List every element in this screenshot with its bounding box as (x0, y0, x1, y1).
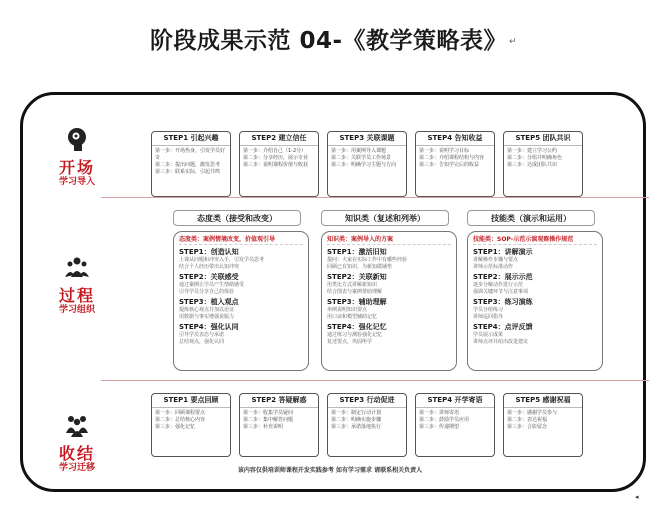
opening-step-1-header: STEP1 引起兴趣 (152, 132, 230, 146)
closing-step-1-header: STEP1 要点回顾 (152, 394, 230, 408)
stage-opening-name: 开场 (58, 158, 95, 177)
panel-line: 结合个人经历带出认知冲突 (179, 263, 240, 270)
step-line: 第二步：关联学员工作场景 (331, 155, 392, 161)
panel-line: 上课从问题和冲突入手，引发学员思考 (179, 257, 265, 263)
closing-step-4 (415, 393, 495, 457)
step-line: 第一步：用案例导入课题 (331, 148, 387, 154)
team-icon (65, 413, 89, 437)
panel-skill (467, 231, 603, 371)
step-line: 第二步：总结核心内容 (155, 417, 206, 423)
opening-step-2-body (240, 146, 318, 171)
category-skill: 技能类（演示和运用） (467, 210, 595, 226)
page-title (0, 22, 667, 55)
closing-step-5 (503, 393, 583, 457)
closing-step-3-body (328, 408, 406, 433)
footer-note: 该内容仅供培训师课程开发实践参考 如有学习需求 请联系相关负责人 (237, 467, 423, 474)
step-line: 第二步：集中解答问题 (243, 417, 294, 423)
panel-step-title: STEP2：关联感受 (179, 273, 239, 281)
stage-closing-sub: 学习迁移 (58, 463, 95, 473)
closing-step-1 (151, 393, 231, 457)
divider-bottom (101, 380, 649, 381)
panel-line: 复述要点，巩固所学 (327, 338, 373, 345)
step-line: 第二步：介绍课程结构与内容 (419, 155, 485, 161)
step-line: 第二步：表达祝福 (507, 417, 548, 423)
panel-attitude (173, 231, 309, 371)
panel-line: 提问：大家在实际工作中有哪些经验 (327, 257, 408, 263)
step-line: 第三步：合影留念 (507, 424, 548, 430)
panel-step-title: STEP3：练习演练 (473, 298, 533, 306)
stage-closing-name: 收结 (58, 444, 95, 463)
panel-step-title: STEP4：强化记忆 (327, 323, 387, 331)
opening-step-4-body (416, 146, 494, 171)
strategy-table-frame (20, 92, 646, 492)
closing-step-4-body (416, 408, 494, 433)
panel-line: 强调关键环节与注意事项 (473, 288, 529, 295)
step-line: 第三步：联系实际，引起共鸣 (155, 169, 221, 175)
panel-knowledge (321, 231, 457, 371)
panel-attitude-header: 态度类：案例情境改变，价值观引导 (179, 235, 303, 245)
stage-opening (27, 127, 127, 188)
step-line: 第二步：分组并明确角色 (507, 155, 563, 161)
opening-step-1-body (152, 146, 230, 178)
closing-step-3 (327, 393, 407, 457)
panel-line: 用口诀和模型辅助记忆 (327, 313, 378, 320)
step-line: 第一步：讲师寄语 (419, 410, 460, 416)
panel-line: 讲解操作步骤与要点 (473, 257, 519, 263)
opening-step-2-header: STEP2 建立信任 (240, 132, 318, 146)
step-line: 第一步：开场热身，引发学员好奇 (155, 148, 226, 161)
panel-line: 结合图表与案例帮助理解 (327, 288, 383, 295)
category-knowledge: 知识类（复述和列举） (321, 210, 449, 226)
panel-line: 引导学员表态与承诺 (179, 332, 225, 338)
panel-step-title: STEP1：创造认知 (179, 248, 239, 256)
panel-step-title: STEP1：讲解演示 (473, 248, 533, 256)
panel-line: 通过练习与测验强化记忆 (327, 332, 383, 338)
panel-step-title: STEP2：关联新知 (327, 273, 387, 281)
step-line: 第三步：承诺落地执行 (331, 424, 382, 430)
return-mark: ↵ (509, 36, 518, 47)
panel-line: 逐步分解动作进行示范 (473, 282, 524, 288)
step-line: 第一步：制定行动计划 (331, 410, 382, 416)
closing-step-2-header: STEP2 答疑解惑 (240, 394, 318, 408)
opening-step-5 (503, 131, 583, 197)
step-line: 第二步：分享经历，展示专业 (243, 155, 309, 161)
divider-top (101, 197, 649, 198)
panel-line: 讲师点评并给出改进建议 (473, 338, 529, 345)
closing-step-5-header: STEP5 感谢祝福 (504, 394, 582, 408)
step-line: 第三步：强化记忆 (155, 424, 196, 430)
closing-step-2-body (240, 408, 318, 433)
opening-step-5-body (504, 146, 582, 171)
step-line: 第三步：传递期望 (419, 424, 460, 430)
panel-line: 引导学员分享自己的体验 (179, 288, 235, 295)
title-text: 阶段成果示范 04-《教学策略表》 (149, 28, 507, 54)
step-line: 第一步：收集学员疑问 (243, 410, 294, 416)
panel-line: 通过案例让学员产生情绪感受 (179, 282, 245, 288)
opening-step-3-header: STEP3 关联课题 (328, 132, 406, 146)
step-line: 第三步：明确学习主题与方向 (331, 162, 397, 168)
opening-step-3-body (328, 146, 406, 171)
panel-line: 讲师示范标准动作 (473, 263, 514, 270)
closing-step-1-body (152, 408, 230, 433)
step-line: 第一步：建立学习公约 (507, 148, 558, 154)
closing-step-5-body (504, 408, 582, 433)
corner-mark: ◂ (635, 493, 639, 501)
closing-step-2 (239, 393, 319, 457)
panel-line: 回顾已有知识，为新知做铺垫 (327, 263, 393, 270)
panel-line: 用数据与事实增强说服力 (179, 313, 235, 320)
panel-step-title: STEP1：激活旧知 (327, 248, 387, 256)
panel-line: 学员分组练习 (473, 307, 504, 313)
panel-line: 总结观点，强化认同 (179, 338, 225, 345)
closing-step-3-header: STEP3 行动促进 (328, 394, 406, 408)
panel-line: 学员展示成果 (473, 332, 504, 338)
panel-step-title: STEP4：点评反馈 (473, 323, 533, 331)
step-line: 第一步：感谢学员参与 (507, 410, 558, 416)
step-line: 第二步：提出问题，激发思考 (155, 162, 221, 168)
step-line: 第一步：介绍自己（1-2分） (243, 148, 307, 154)
opening-step-4-header: STEP4 告知收益 (416, 132, 494, 146)
opening-step-3 (327, 131, 407, 197)
stage-opening-sub: 学习导入 (58, 177, 95, 187)
panel-step-title: STEP3：辅助理解 (327, 298, 387, 306)
step-line: 第一步：回顾课程要点 (155, 410, 206, 416)
step-line: 第三步：补充说明 (243, 424, 284, 430)
step-line: 第三步：说明课程价值与收获 (243, 162, 309, 168)
step-line: 第一步：说明学习目标 (419, 148, 470, 154)
panel-step-title: STEP2：展示示范 (473, 273, 533, 281)
panel-line: 用类比方式讲解新知识 (327, 282, 378, 288)
step-line: 第二步：鼓励学员应用 (419, 417, 470, 423)
stage-process-sub: 学习组织 (58, 305, 95, 315)
panel-step-title: STEP4：强化认同 (179, 323, 239, 331)
panel-line: 讲师巡回指导 (473, 313, 504, 320)
opening-step-4 (415, 131, 495, 197)
panel-knowledge-header: 知识类：案例导入的方案 (327, 235, 451, 245)
panel-line: 举例说明知识要点 (327, 307, 368, 313)
stage-process-name: 过程 (58, 286, 95, 305)
panel-skill-header: 技能类：SOP-示范示演观察操作规范 (473, 235, 597, 245)
closing-step-4-header: STEP4 开学寄语 (416, 394, 494, 408)
step-line: 第三步：告知学完后的收益 (419, 162, 480, 168)
step-line: 第二步：明确实施步骤 (331, 417, 382, 423)
step-line: 第三步：达成团队共识 (507, 162, 558, 168)
category-attitude: 态度类（接受和改变） (173, 210, 301, 226)
panel-line: 提炼核心观点并加以论证 (179, 307, 235, 313)
panel-step-title: STEP3：植入观点 (179, 298, 239, 306)
stage-process (27, 255, 127, 316)
opening-step-1 (151, 131, 231, 197)
opening-step-5-header: STEP5 团队共识 (504, 132, 582, 146)
people-group-icon (65, 255, 89, 279)
opening-step-2 (239, 131, 319, 197)
head-gear-icon (65, 127, 89, 151)
